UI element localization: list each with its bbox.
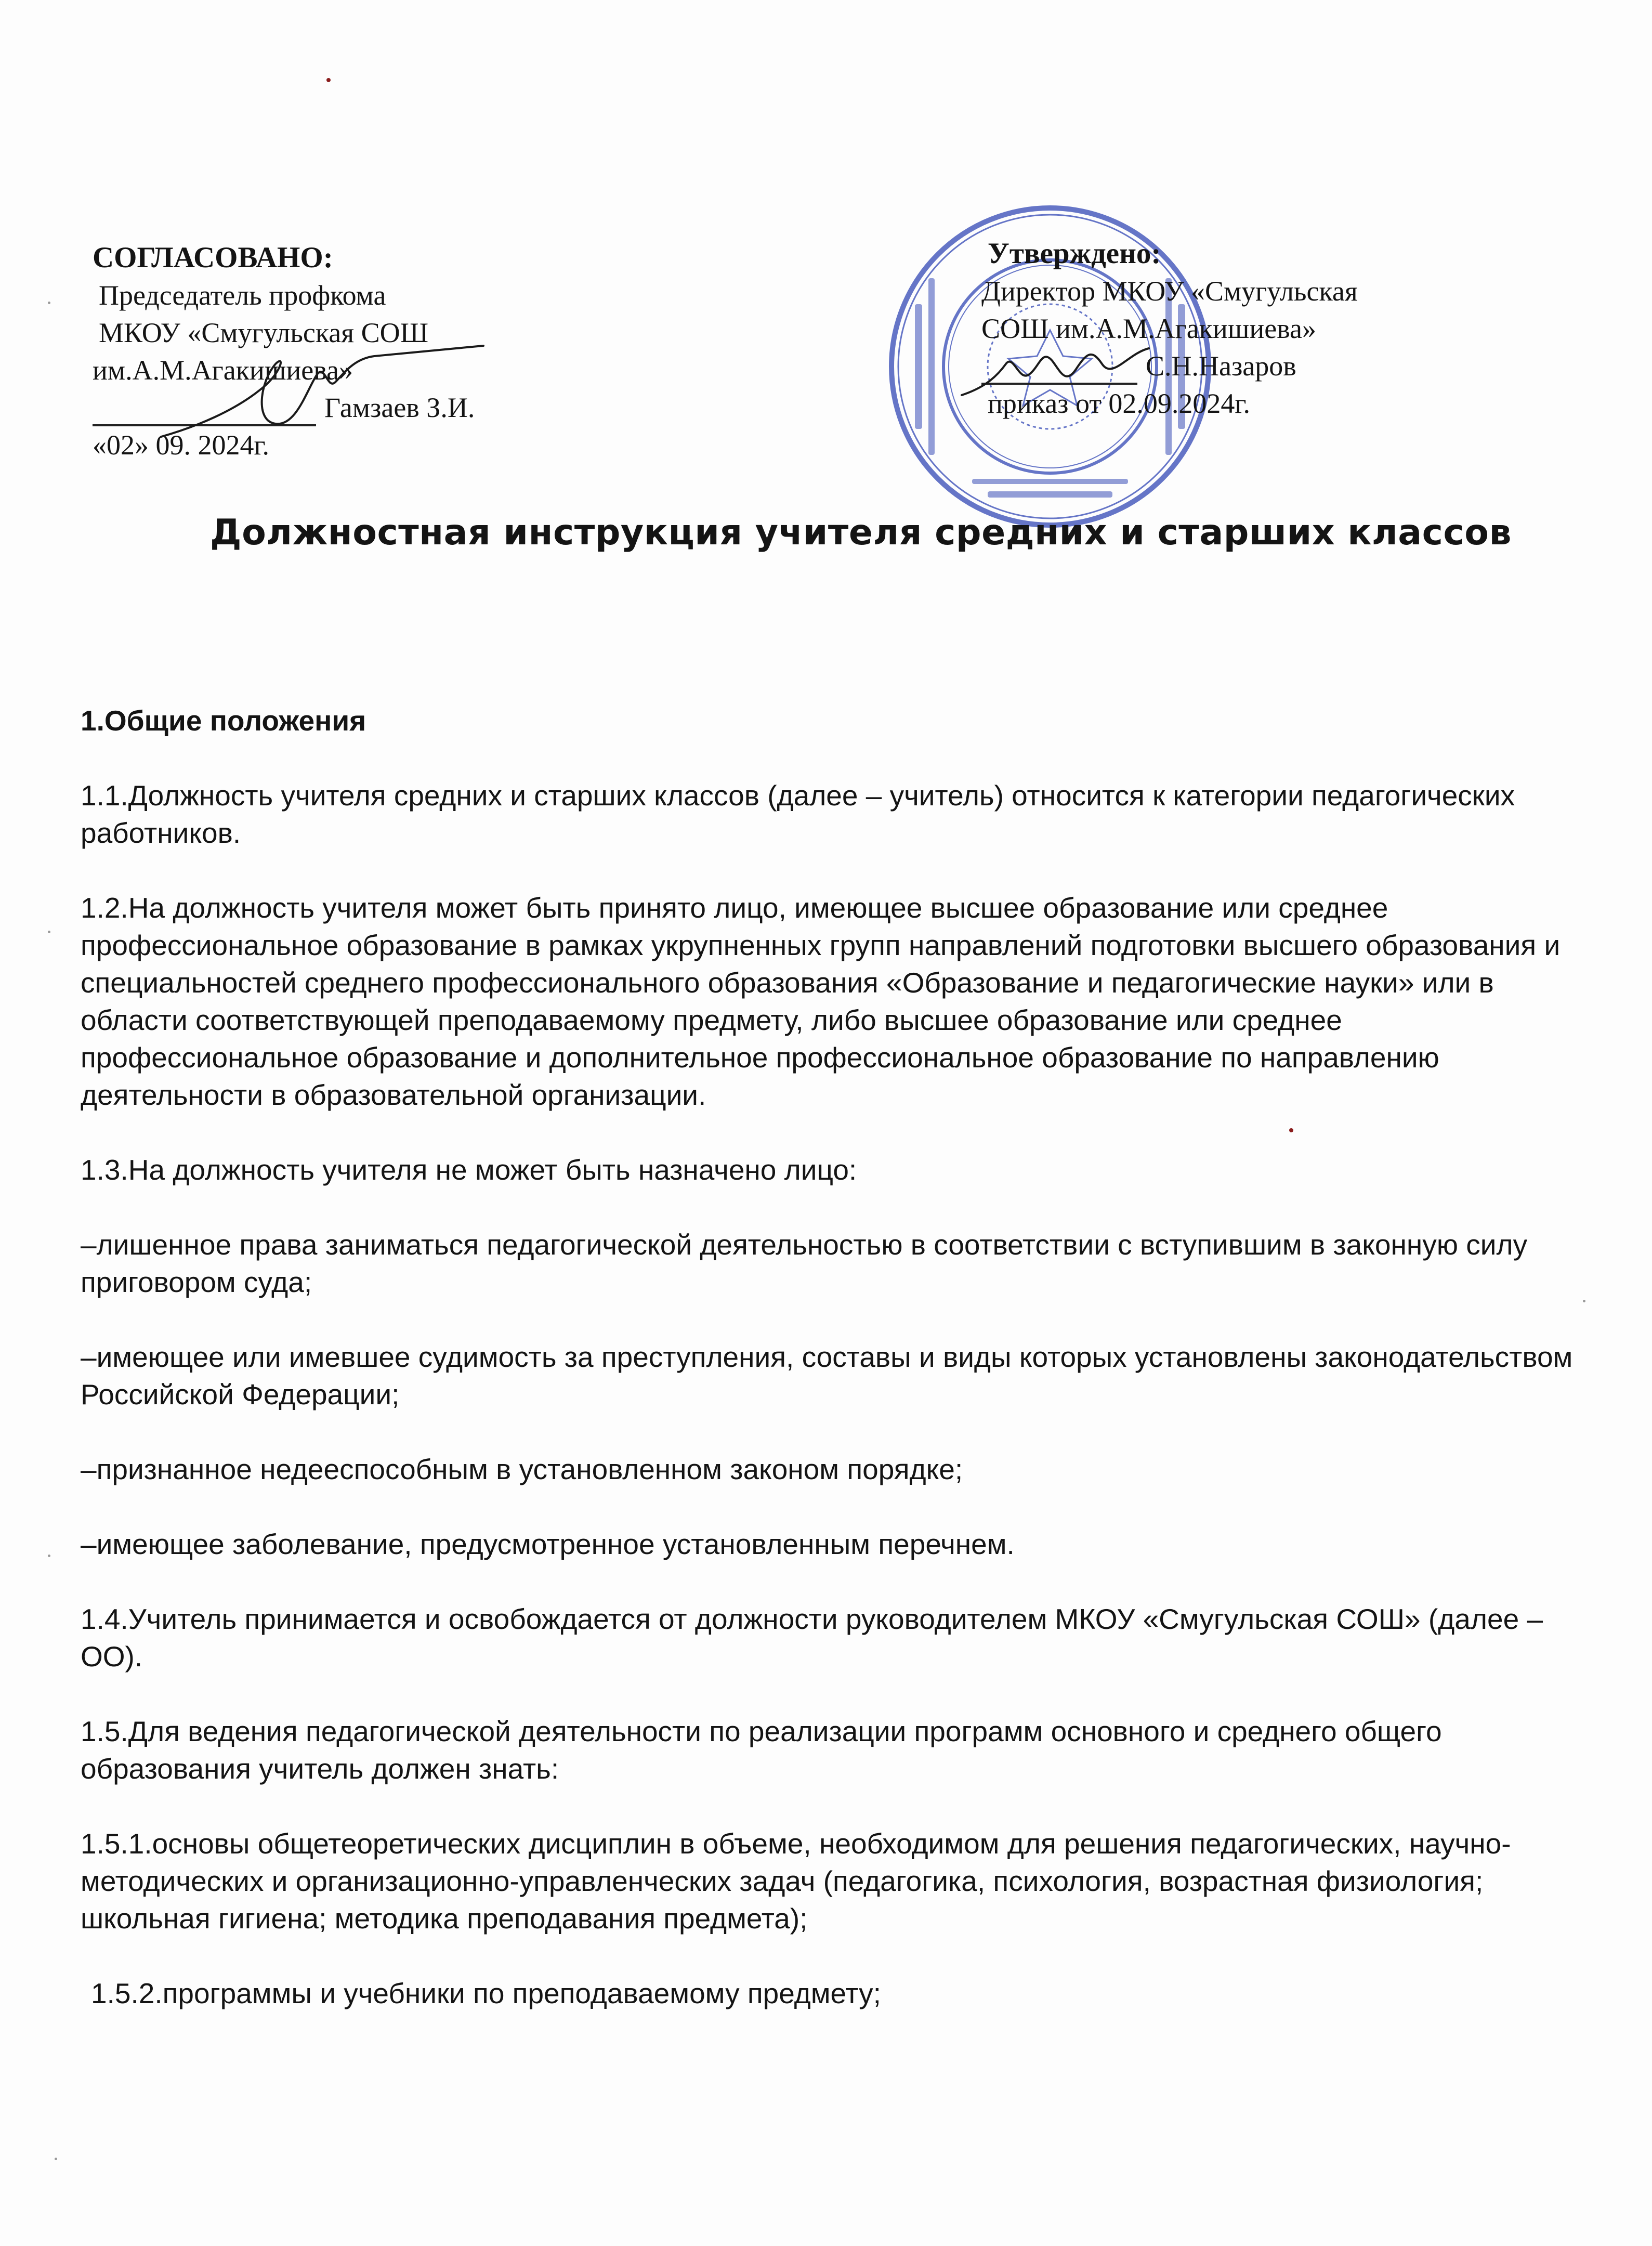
approval-left-heading: СОГЛАСОВАНО: [93,241,333,274]
signature-line [93,399,316,426]
scan-speck [55,2158,57,2160]
approval-right-signature-row [981,347,1501,385]
approval-left-signatory: Гамзаев З.И. [324,392,475,423]
approval-left-line2: МКОУ «Смугульская СОШ [99,317,429,348]
paragraph: 1.4.Учитель принимается и освобождается от должности руководителем МКОУ «Смугульская СОШ» (далее – ОО). [81,1603,1543,1673]
approval-left-signature-row [93,389,560,426]
approval-left-block [93,239,560,464]
document-title: Должностная инструкция учителя средних и старших классов [210,512,1512,553]
list-item: –имеющее заболевание, предусмотренное установленным перечнем. [81,1528,1015,1560]
scan-speck [326,78,331,82]
approval-right-signatory: С.Н.Назаров [1146,350,1296,382]
scan-speck [48,302,50,304]
approval-right-line2: СОШ им.А.М.Агакишиева» [981,313,1317,344]
approval-right-block [981,235,1501,422]
approval-right-order: приказ от 02.09.2024г. [988,388,1250,419]
paragraph: 1.5.2.программы и учебники по преподаваемому предмету; [91,1977,881,2009]
signature-line [981,358,1137,385]
paragraph: 1.5.Для ведения педагогической деятельности по реализации программ основного и среднего общего образования учитель должен знать: [81,1715,1442,1785]
list-item: –признанное недееспособным в установленном законом порядке; [81,1453,963,1485]
approval-left-line3: им.А.М.Агакишиева» [93,355,353,386]
document-body [81,702,1588,2049]
approval-right-heading: Утверждено: [988,237,1161,270]
approval-right-line1: Директор МКОУ «Смугульская [981,276,1358,307]
scan-speck [48,931,50,933]
scan-speck [48,1555,50,1557]
paragraph: 1.5.1.основы общетеоретических дисциплин в объеме, необходимом для решения педагогических, научно-методических и организационно-управленческих задач (педагогика, психология, возрастная физиология; школьная гигиена; методика преподавания предмета); [81,1827,1511,1935]
paragraph: 1.1.Должность учителя средних и старших классов (далее – учитель) относится к категории педагогических работников. [81,779,1515,849]
section-heading: 1.Общие положения [81,704,366,737]
list-item: –лишенное права заниматься педагогической деятельностью в соответствии с вступившим в законную силу приговором суда; [81,1229,1528,1298]
paragraph: 1.3.На должность учителя не может быть назначено лицо: [81,1154,857,1186]
paragraph: 1.2.На должность учителя может быть принято лицо, имеющее высшее образование или среднее профессиональное образование в рамках укрупненных групп направлений подготовки высшего образования и специальностей среднего профессионального образования «Образование и педагогические науки» или в области соответствующей преподаваемому предмету, либо высшее образование или среднее профессиональное образование и дополнительное профессиональное образование по направлению деятельности в образовательной организации. [81,892,1561,1111]
approval-left-line1: Председатель профкома [99,280,386,311]
list-item: –имеющее или имевшее судимость за преступления, составы и виды которых установлены законодательством Российской Федерации; [81,1341,1573,1411]
approval-left-date: «02» 09. 2024г. [93,429,270,461]
